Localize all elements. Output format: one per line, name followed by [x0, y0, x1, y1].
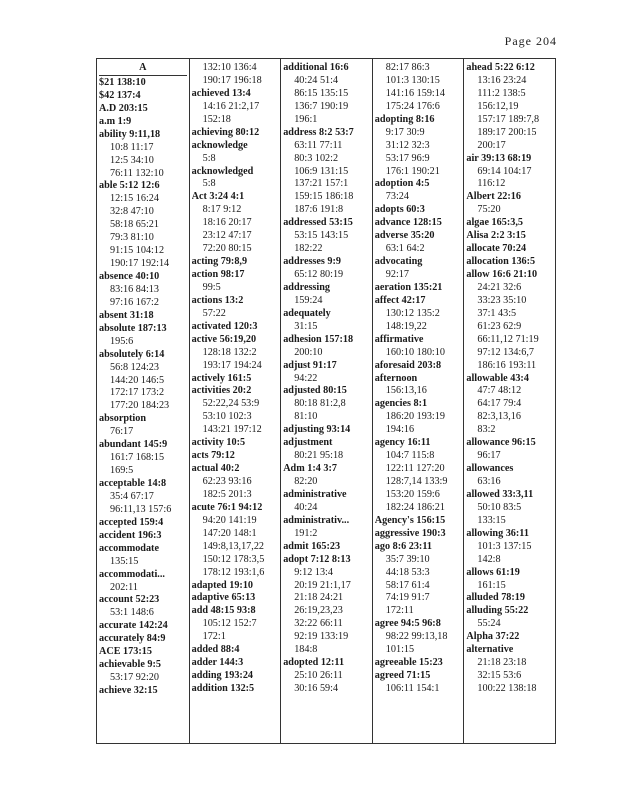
index-reference: 148:19,22 — [385, 320, 427, 332]
index-reference: 40:24 51:4 — [294, 74, 339, 86]
index-reference: 50:10 83:5 — [477, 501, 522, 513]
index-reference: 14:16 21:2,17 — [202, 100, 260, 112]
index-reference: 182:22 — [294, 243, 323, 255]
index-reference: 8:17 9:12 — [202, 204, 242, 216]
index-term: addressing — [283, 281, 330, 293]
index-term: affirmative — [374, 333, 424, 345]
index-term: admit 165:23 — [283, 540, 341, 552]
index-term: advocating — [374, 256, 423, 268]
index-term: Albert 22:16 — [466, 191, 521, 203]
index-term: allowed 33:3,11 — [466, 488, 534, 500]
index-reference: 96:17 — [477, 450, 501, 462]
index-reference: 83:2 — [477, 424, 496, 436]
index-term: accident 196:3 — [99, 529, 162, 541]
index-column-2 — [189, 59, 281, 743]
index-reference: 143:21 197:12 — [202, 424, 262, 436]
index-reference: 156:13,16 — [385, 385, 427, 397]
index-term: adjust 91:17 — [283, 359, 337, 371]
index-reference: 94:22 — [294, 372, 318, 384]
index-term: absent 31:18 — [99, 309, 154, 321]
index-term: Act 3:24 4:1 — [191, 191, 245, 203]
index-reference: 159:15 186:18 — [294, 191, 354, 203]
index-term: actively 161:5 — [191, 372, 252, 384]
index-reference: 194:16 — [385, 424, 415, 436]
index-reference: 80:18 81:2,8 — [294, 398, 346, 410]
index-term: affect 42:17 — [374, 294, 426, 306]
index-reference: 58:18 65:21 — [110, 219, 159, 231]
index-reference: 101:3 130:15 — [385, 74, 440, 86]
index-term: adapted 19:10 — [191, 579, 254, 591]
index-reference: 161:7 168:15 — [110, 452, 165, 464]
index-reference: 160:10 180:10 — [385, 346, 445, 358]
index-reference: 92:17 — [385, 269, 409, 280]
index-reference: 187:6 191:8 — [294, 204, 344, 216]
word-index-table — [96, 58, 556, 744]
index-reference: 63:11 77:11 — [294, 139, 343, 151]
index-term: abundant 145:9 — [99, 439, 168, 451]
index-reference: 116:12 — [477, 178, 506, 190]
index-reference: 53:10 102:3 — [202, 411, 252, 423]
index-term: achieve 32:15 — [99, 685, 158, 696]
index-term: alluded 78:19 — [466, 592, 525, 604]
index-reference: 86:15 135:15 — [294, 87, 349, 99]
index-reference: 83:16 84:13 — [110, 283, 159, 295]
index-column-4 — [372, 59, 464, 743]
index-column-5 — [463, 59, 555, 743]
index-reference: 73:24 — [385, 191, 409, 203]
index-term: adjusted 80:15 — [283, 385, 347, 397]
index-term: absence 40:10 — [99, 271, 160, 282]
index-term: adopt 7:12 8:13 — [283, 553, 351, 565]
index-reference: 40:24 — [294, 501, 318, 513]
index-reference: 175:24 176:6 — [385, 100, 440, 112]
index-reference: 101:15 — [385, 644, 415, 656]
index-reference: 141:16 159:14 — [385, 87, 445, 99]
index-reference: 128:18 132:2 — [202, 346, 257, 358]
index-term: allow 16:6 21:10 — [466, 269, 538, 280]
index-term: Alisa 2:2 3:15 — [466, 230, 526, 242]
index-term: allowable 43:4 — [466, 372, 529, 384]
index-term: ago 8:6 23:11 — [374, 540, 432, 552]
index-term: achieved 13:4 — [191, 87, 251, 99]
index-reference: 150:12 178:3,5 — [202, 553, 265, 565]
index-reference: 31:15 — [294, 320, 318, 332]
index-term: agreeable 15:23 — [374, 657, 443, 669]
index-reference: 63:16 — [477, 476, 501, 487]
index-reference: 176:1 190:21 — [385, 165, 440, 177]
index-term: alluding 55:22 — [466, 605, 529, 617]
index-term: action 98:17 — [191, 269, 245, 280]
index-reference: 200:10 — [294, 346, 323, 358]
index-term: aforesaid 203:8 — [374, 359, 442, 371]
index-term: Alpha 37:22 — [466, 631, 520, 643]
index-reference: 193:17 194:24 — [202, 359, 262, 371]
index-term: allowances — [466, 463, 514, 475]
index-reference: 142:8 — [477, 553, 501, 565]
index-term: actual 40:2 — [191, 463, 240, 475]
index-reference: 9:17 30:9 — [385, 126, 425, 138]
index-term: addressed 53:15 — [283, 217, 353, 229]
index-reference: 58:17 61:4 — [385, 579, 430, 591]
index-reference: 147:20 148:1 — [202, 527, 257, 539]
index-term: adhesion 157:18 — [283, 333, 354, 345]
index-term: acting 79:8,9 — [191, 256, 248, 268]
index-reference: 47:7 48:12 — [477, 385, 522, 397]
index-term: addition 132:5 — [191, 683, 255, 694]
index-reference: 37:1 43:5 — [477, 307, 517, 319]
index-reference: 149:8,13,17,22 — [202, 540, 265, 552]
index-reference: 12:5 34:10 — [110, 154, 154, 166]
index-term: accommodate — [99, 542, 159, 554]
index-reference: 57:22 — [202, 307, 226, 319]
index-term: active 56:19,20 — [191, 333, 257, 345]
index-reference: 69:14 104:17 — [477, 165, 532, 177]
index-reference: 98:22 99:13,18 — [385, 631, 448, 643]
index-reference: 32:15 53:6 — [477, 670, 522, 682]
index-reference: 91:15 104:12 — [110, 245, 165, 257]
index-term: agreed 71:15 — [374, 670, 431, 682]
index-reference: 106:9 131:15 — [294, 165, 349, 177]
index-reference: 96:11,13 157:6 — [110, 503, 172, 515]
index-reference: 61:23 62:9 — [477, 320, 522, 332]
index-reference: 100:22 138:18 — [477, 683, 537, 694]
index-term: agency 16:11 — [374, 437, 431, 449]
index-term: A.D 203:15 — [99, 102, 148, 114]
index-term: ability 9:11,18 — [99, 128, 161, 140]
index-term: acknowledged — [191, 165, 254, 177]
index-reference: 53:17 96:9 — [385, 152, 430, 164]
index-term: account 52:23 — [99, 594, 160, 606]
index-reference: 184:8 — [294, 644, 318, 656]
index-reference: 23:12 47:17 — [202, 230, 252, 242]
index-term: agree 94:5 96:8 — [374, 618, 441, 630]
index-reference: 92:19 133:19 — [294, 631, 349, 643]
index-term: aeration 135:21 — [374, 281, 443, 293]
index-term: accurately 84:9 — [99, 633, 166, 645]
index-term: allows 61:19 — [466, 566, 520, 578]
index-reference: 135:15 — [110, 555, 139, 567]
index-reference: 80:21 95:18 — [294, 450, 344, 462]
index-term: absolutely 6:14 — [99, 348, 165, 360]
index-reference: 133:15 — [477, 514, 506, 526]
index-reference: 25:10 26:11 — [294, 670, 343, 682]
index-term: adopting 8:16 — [374, 113, 435, 125]
index-reference: 53:15 143:15 — [294, 230, 349, 242]
index-term: adding 193:24 — [191, 670, 254, 682]
index-reference: 172:1 — [202, 631, 226, 643]
index-reference: 26:19,23,23 — [294, 605, 343, 617]
index-term: acceptable 14:8 — [99, 478, 167, 489]
index-reference: 186:20 193:19 — [385, 411, 445, 423]
index-reference: 32:8 47:10 — [110, 206, 154, 218]
index-reference: 32:22 66:11 — [294, 618, 343, 630]
index-reference: 159:24 — [294, 294, 323, 306]
index-term: ahead 5:22 6:12 — [466, 62, 535, 73]
index-term: achievable 9:5 — [99, 659, 161, 671]
index-reference: 82:17 86:3 — [385, 62, 430, 73]
index-reference: 128:7,14 133:9 — [385, 476, 448, 487]
index-reference: 74:19 91:7 — [385, 592, 430, 604]
index-term: accurate 142:24 — [99, 620, 168, 632]
index-reference: 35:7 39:10 — [385, 553, 430, 565]
index-term: acute 76:1 94:12 — [191, 501, 263, 513]
index-reference: 169:5 — [110, 465, 134, 477]
index-reference: 21:18 24:21 — [294, 592, 344, 604]
index-reference: 122:11 127:20 — [385, 463, 445, 475]
index-reference: 101:3 137:15 — [477, 540, 532, 552]
index-term: achieving 80:12 — [191, 126, 260, 138]
index-term: adequately — [283, 307, 331, 319]
index-reference: 12:15 16:24 — [110, 193, 159, 205]
index-column-3 — [280, 59, 372, 743]
index-term: addresses 9:9 — [283, 256, 342, 268]
index-reference: 190:17 196:18 — [202, 74, 262, 86]
index-term: Adm 1:4 3:7 — [283, 463, 337, 475]
index-term: able 5:12 12:6 — [99, 180, 160, 192]
index-term: actions 13:2 — [191, 294, 244, 306]
index-reference: 97:12 134:6,7 — [477, 346, 534, 358]
index-term: activities 20:2 — [191, 385, 252, 397]
index-reference: 97:16 167:2 — [110, 296, 159, 308]
index-term: adjustment — [283, 437, 333, 449]
index-reference: 31:12 32:3 — [385, 139, 430, 151]
index-term: $21 138:10 — [99, 76, 146, 88]
index-reference: 104:7 115:8 — [385, 450, 435, 462]
index-reference: 82:3,13,16 — [477, 411, 521, 423]
index-term: alternative — [466, 644, 514, 656]
index-reference: 24:21 32:6 — [477, 281, 522, 293]
index-term: accommodati... — [99, 568, 165, 580]
index-term: address 8:2 53:7 — [283, 126, 354, 138]
index-term: administrativ... — [283, 514, 350, 526]
index-term: adaptive 65:13 — [191, 592, 256, 604]
index-reference: 75:20 — [477, 204, 501, 216]
index-reference: 76:11 132:10 — [110, 167, 164, 179]
index-reference: 106:11 154:1 — [385, 683, 440, 694]
index-reference: 196:1 — [294, 113, 318, 125]
index-reference: 152:18 — [202, 113, 231, 125]
index-term: activity 10:5 — [191, 437, 246, 449]
index-term: acknowledge — [191, 139, 248, 151]
index-term: afternoon — [374, 372, 418, 384]
index-reference: 111:2 138:5 — [477, 87, 526, 99]
index-reference: 186:16 193:11 — [477, 359, 537, 371]
index-reference: 189:17 200:15 — [477, 126, 537, 138]
index-term: algae 165:3,5 — [466, 217, 523, 229]
index-term: additional 16:6 — [283, 62, 349, 73]
index-reference: 182:5 201:3 — [202, 488, 252, 500]
index-term: adder 144:3 — [191, 657, 244, 669]
index-reference: 30:16 59:4 — [294, 683, 339, 694]
index-reference: 65:12 80:19 — [294, 269, 344, 280]
index-term: adoption 4:5 — [374, 178, 430, 190]
index-reference: 200:17 — [477, 139, 506, 151]
index-reference: 161:15 — [477, 579, 506, 591]
index-term: administrative — [283, 488, 347, 500]
index-reference: 76:17 — [110, 426, 134, 438]
index-term: allocate 70:24 — [466, 243, 527, 255]
index-reference: 21:18 23:18 — [477, 657, 527, 669]
index-reference: 105:12 152:7 — [202, 618, 257, 630]
page-number: Page 204 — [504, 34, 557, 48]
index-reference: 13:16 23:24 — [477, 74, 527, 86]
index-reference: 5:8 — [202, 178, 216, 190]
index-reference: 177:20 184:23 — [110, 400, 170, 412]
index-reference: 79:3 81:10 — [110, 232, 154, 244]
index-reference: 62:23 93:16 — [202, 476, 252, 487]
index-reference: 81:10 — [294, 411, 318, 423]
index-term: acts 79:12 — [191, 450, 235, 462]
index-term: $42 137:4 — [99, 89, 141, 101]
index-reference: 156:12,19 — [477, 100, 519, 112]
index-term: a.m 1:9 — [99, 115, 132, 127]
index-term: Agency's 156:15 — [374, 514, 446, 526]
index-term: air 39:13 68:19 — [466, 152, 532, 164]
index-reference: 44:18 53:3 — [385, 566, 430, 578]
index-reference: 144:20 146:5 — [110, 374, 165, 386]
index-reference: 53:1 148:6 — [110, 607, 154, 619]
index-reference: 137:21 157:1 — [294, 178, 349, 190]
index-term: allowance 96:15 — [466, 437, 536, 449]
index-reference: 132:10 136:4 — [202, 62, 257, 73]
index-reference: 66:11,12 71:19 — [477, 333, 539, 345]
index-reference: 20:19 21:1,17 — [294, 579, 351, 591]
index-reference: 202:11 — [110, 581, 138, 593]
index-reference: 52:22,24 53:9 — [202, 398, 260, 410]
index-term: absolute 187:13 — [99, 322, 167, 334]
index-reference: 33:23 35:10 — [477, 294, 527, 306]
index-reference: 80:3 102:2 — [294, 152, 339, 164]
index-term: added 88:4 — [191, 644, 240, 656]
index-reference: 55:24 — [477, 618, 501, 630]
index-reference: 153:20 159:6 — [385, 488, 440, 500]
index-term: agencies 8:1 — [374, 398, 428, 410]
index-reference: 191:2 — [294, 527, 318, 539]
index-reference: 195:6 — [110, 335, 134, 347]
index-reference: 99:5 — [202, 281, 221, 293]
index-term: accepted 159:4 — [99, 516, 164, 528]
index-reference: 130:12 135:2 — [385, 307, 440, 319]
index-reference: 172:11 — [385, 605, 414, 617]
index-column-1 — [97, 59, 189, 743]
index-letter-heading: A — [99, 62, 187, 76]
index-term: absorption — [99, 413, 146, 425]
index-reference: 94:20 141:19 — [202, 514, 257, 526]
index-term: allocation 136:5 — [466, 256, 536, 268]
index-reference: 172:17 173:2 — [110, 387, 165, 399]
index-term: adopts 60:3 — [374, 204, 425, 216]
index-term: adverse 35:20 — [374, 230, 435, 242]
index-reference: 9:12 13:4 — [294, 566, 333, 578]
index-term: add 48:15 93:8 — [191, 605, 256, 617]
index-reference: 35:4 67:17 — [110, 490, 154, 502]
index-term: adjusting 93:14 — [283, 424, 351, 436]
index-term: advance 128:15 — [374, 217, 442, 229]
index-reference: 64:17 79:4 — [477, 398, 522, 410]
index-reference: 190:17 192:14 — [110, 258, 170, 270]
index-term: aggressive 190:3 — [374, 527, 446, 539]
index-reference: 157:17 189:7,8 — [477, 113, 540, 125]
index-term: adopted 12:11 — [283, 657, 345, 669]
index-reference: 53:17 92:20 — [110, 672, 159, 684]
index-reference: 18:16 20:17 — [202, 217, 252, 229]
index-term: allowing 36:11 — [466, 527, 529, 539]
index-reference: 82:20 — [294, 476, 318, 487]
index-reference: 56:8 124:23 — [110, 361, 159, 373]
index-reference: 136:7 190:19 — [294, 100, 349, 112]
index-reference: 63:1 64:2 — [385, 243, 425, 255]
index-term: ACE 173:15 — [99, 646, 152, 658]
index-reference: 5:8 — [202, 152, 216, 164]
index-reference: 10:8 11:17 — [110, 141, 154, 153]
index-term: activated 120:3 — [191, 320, 258, 332]
index-reference: 182:24 186:21 — [385, 501, 445, 513]
index-reference: 72:20 80:15 — [202, 243, 252, 255]
index-reference: 178:12 193:1,6 — [202, 566, 265, 578]
